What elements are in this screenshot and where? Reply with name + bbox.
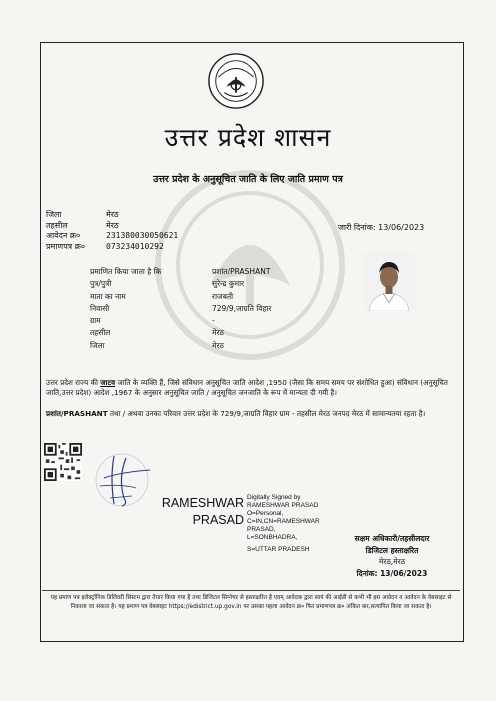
applicant-photo xyxy=(363,253,415,311)
detail-value: प्रशांत/PRASHANT xyxy=(212,267,271,276)
residence-paragraph xyxy=(46,409,460,419)
detail-label: प्रमाणित किया जाता है कि xyxy=(90,267,162,276)
dsig-line: O=Personal, xyxy=(247,510,284,517)
officer-date: दिनांक: 13/06/2023 xyxy=(356,568,428,578)
officer-block xyxy=(322,533,462,579)
detail-row xyxy=(90,315,271,327)
meta-block xyxy=(46,210,178,252)
detail-row xyxy=(90,303,271,315)
signer-first-name: RAMESHWAR xyxy=(161,496,244,510)
officer-title: सक्षम अधिकारी/तहसीलदार xyxy=(354,534,430,543)
detail-label: निवासी xyxy=(90,303,110,313)
footer-text: यह प्रमाण पत्र इलेक्ट्रॉनिक डिलिवरी सिस्टम द्वारा तैयार किया गया है तथा डिजिटल सिग्नेचर से हस्ताक्षरित है एवम् आवेदक द्वारा स्वयं की आईडी से कभी भी इस आवेदन व आवेदन के वेबसाइट से निकाला जा सकता है। xyxy=(50,595,452,610)
meta-label: जिला xyxy=(46,210,62,219)
meta-value: मेरठ xyxy=(106,220,119,230)
officer-signed: डिजिटल हस्ताक्षरित xyxy=(365,545,419,555)
dsig-line: PRASAD, xyxy=(247,526,276,533)
meta-label: तहसील xyxy=(46,220,68,230)
caste-name: जाटव xyxy=(100,378,116,387)
detail-row xyxy=(90,266,271,278)
dsig-line: RAMESHWAR PRASAD xyxy=(247,502,319,509)
meta-label: प्रमाणपत्र क्र० xyxy=(46,241,85,251)
paragraph-text: तथा / अथवा उनका परिवार उत्तर प्रदेश के 729/9,जाग्रति विहार ग्राम - तहसील मेरठ जनपद मेरठ में सामान्यतया रहता है। xyxy=(107,409,426,418)
footer-note xyxy=(42,590,460,611)
detail-value: 729/9,जाग्रति विहार xyxy=(212,303,272,313)
detail-label: पुत्र/पुत्री xyxy=(90,279,112,289)
detail-value: मेरठ xyxy=(212,340,224,350)
meta-row xyxy=(46,210,178,221)
certificate-subtitle: उत्तर प्रदेश के अनुसूचित जाति के लिए जाति प्रमाण पत्र xyxy=(153,174,343,185)
qr-code xyxy=(44,443,82,481)
meta-row xyxy=(46,231,178,242)
detail-label: जिला xyxy=(90,340,105,350)
issue-date: जारी दिनांक: 13/06/2023 xyxy=(338,223,425,232)
detail-value: सुरेन्द्र कुमार xyxy=(212,279,245,289)
dsig-line: C=IN,CN=RAMESHWAR xyxy=(247,518,320,525)
paragraph-text: जाति के व्यक्ति हैं, जिसे संविधान अनुसूचित जाति आदेश ,1950 (जैसा कि समय समय पर संशोधित हुआ) संविधान (अनुसूचित जाति,उत्तर प्रदेश) आदेश ,1967 के अनुसार अनुसूचित जाति / अनुसूचित जनजाति के रूप में मान्यता दी गयी है। xyxy=(46,378,448,397)
detail-row xyxy=(90,278,271,290)
caste-paragraph xyxy=(46,378,460,398)
detail-label: माता का नाम xyxy=(90,291,126,301)
paragraph-prefix: उत्तर प्रदेश राज्य की xyxy=(46,378,101,387)
officer-place: मेरठ,मेरठ xyxy=(378,557,406,566)
meta-row xyxy=(46,242,178,253)
meta-value: 231380030050621 xyxy=(106,231,179,240)
detail-value: राजबती xyxy=(212,291,234,301)
dsig-line: Digitally Signed by xyxy=(247,494,301,501)
footer-verify-text: यह प्रमाण पत्र वेबसाइट https://edistrict.up.gov.in पर उसका पहला आवेदन क्र० फिर प्रमाणपत्र क्र० अंकित कर,सत्यापित किया जा सकता है। xyxy=(118,603,432,610)
detail-row xyxy=(90,340,271,352)
meta-row xyxy=(46,221,178,232)
detail-label: तहसील xyxy=(90,328,111,338)
up-government-emblem xyxy=(207,52,265,110)
detail-label: ग्राम xyxy=(90,316,101,326)
signer-last-name: PRASAD xyxy=(192,513,244,527)
page-title: उत्तर प्रदेश शासन xyxy=(164,123,332,152)
detail-row xyxy=(90,291,271,303)
meta-value: मेरठ xyxy=(106,210,119,219)
meta-value: 073234010292 xyxy=(106,241,164,251)
details-block xyxy=(90,266,271,352)
digital-signature-details xyxy=(247,494,325,554)
dsig-state: S=UTTAR PRADESH xyxy=(247,546,310,553)
digital-signer-name xyxy=(160,495,244,529)
handwritten-signature xyxy=(92,448,152,512)
meta-label: आवेदन क्र० xyxy=(46,231,81,240)
detail-row xyxy=(90,327,271,339)
dsig-line: L=SONBHADRA, xyxy=(247,534,298,541)
detail-value: - xyxy=(212,316,215,326)
detail-value: मेरठ xyxy=(212,328,224,338)
applicant-name: प्रशांत/PRASHANT xyxy=(46,409,108,418)
